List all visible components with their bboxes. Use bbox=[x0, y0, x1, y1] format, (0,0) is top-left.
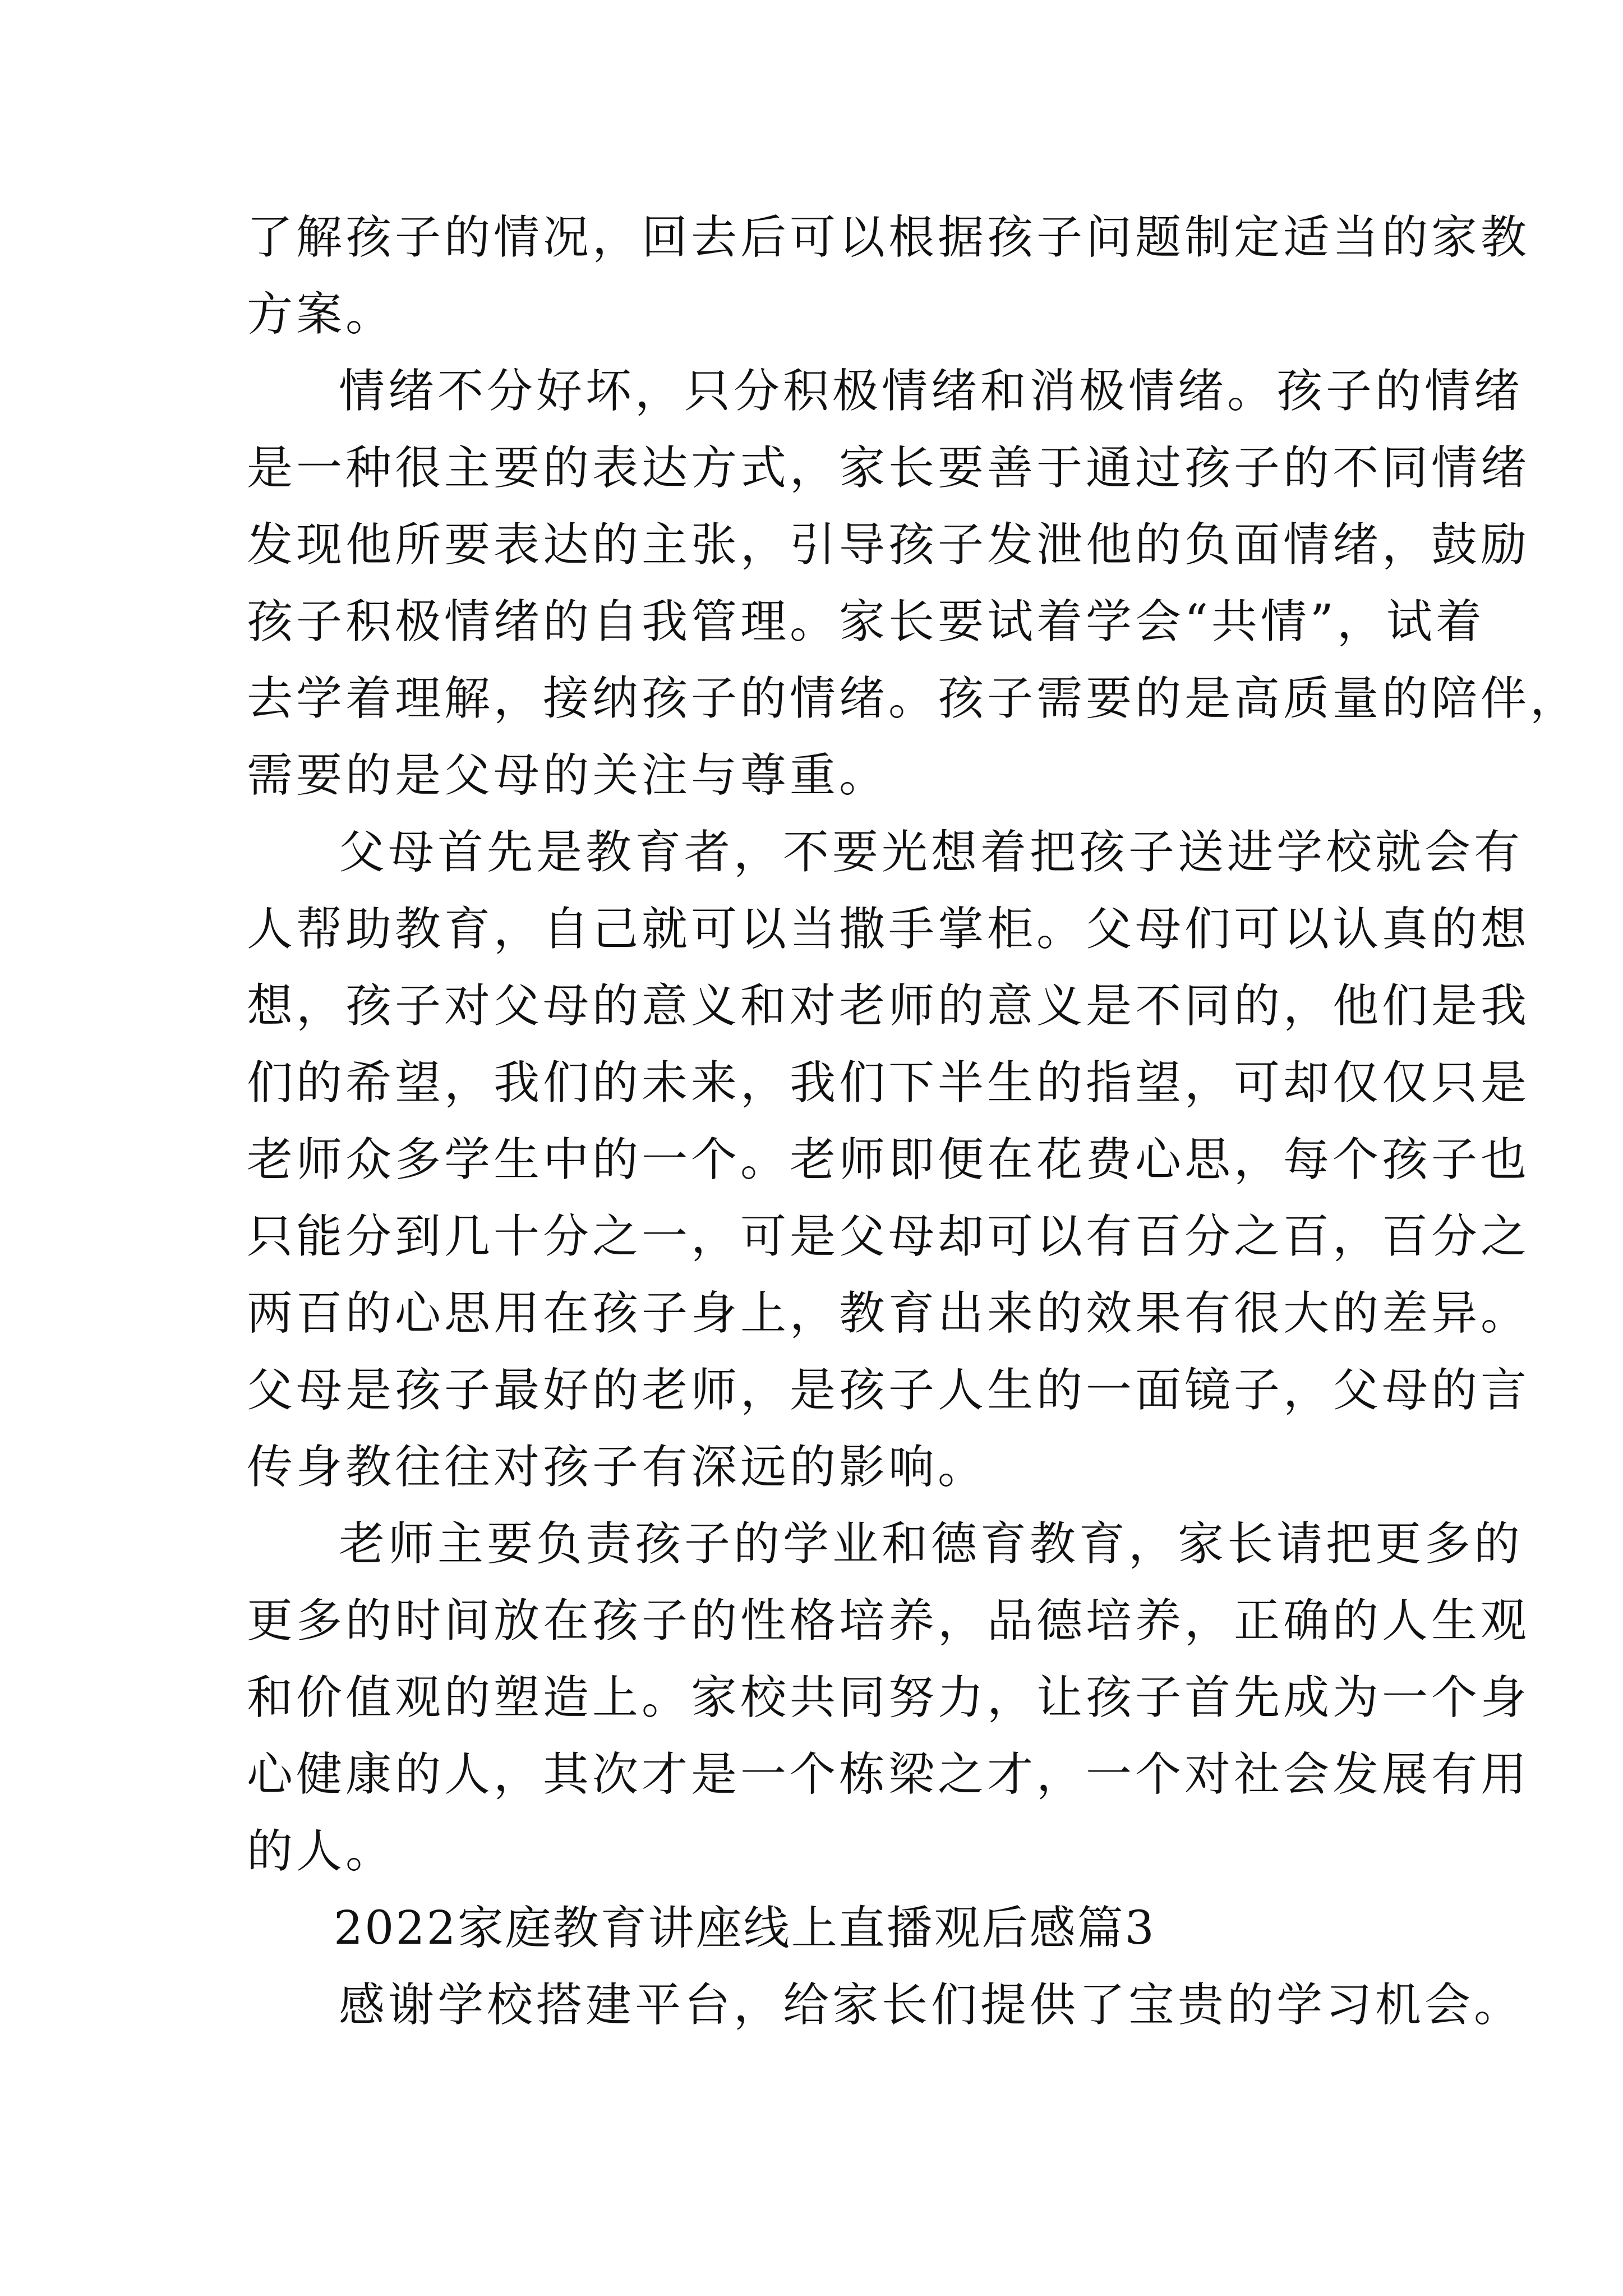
text-line: 父母是孩子最好的老师，是孩子人生的一面镜子，父母的言 bbox=[247, 1364, 1530, 1417]
paragraph-teachers bbox=[247, 1506, 1530, 1890]
text-line: 孩子积极情绪的自我管理。家长要试着学会“共情”，试着 bbox=[247, 595, 1485, 648]
text-line: 方案。 bbox=[247, 288, 395, 341]
text-line: 去学着理解，接纳孩子的情绪。孩子需要的是高质量的陪伴， bbox=[247, 672, 1580, 725]
text-line: 心健康的人，其次才是一个栋梁之才，一个对社会发展有用 bbox=[247, 1748, 1530, 1801]
text-line: 感谢学校搭建平台，给家长们提供了宝贵的学习机会。 bbox=[339, 1978, 1524, 2032]
text-line: 父母首先是教育者，不要光想着把孩子送进学校就会有 bbox=[339, 826, 1524, 879]
text-line: 和价值观的塑造上。家校共同努力，让孩子首先成为一个身 bbox=[247, 1671, 1530, 1724]
text-line: 们的希望，我们的未来，我们下半生的指望，可却仅仅只是 bbox=[247, 1056, 1530, 1110]
section-heading: 2022家庭教育讲座线上直播观后感篇3 bbox=[334, 1902, 1156, 1955]
paragraph-continued bbox=[247, 199, 1530, 353]
text-line: 老师众多学生中的一个。老师即便在花费心思，每个孩子也 bbox=[247, 1133, 1530, 1186]
text-line: 两百的心思用在孩子身上，教育出来的效果有很大的差异。 bbox=[247, 1287, 1530, 1340]
text-line: 老师主要负责孩子的学业和德育教育，家长请把更多的 bbox=[339, 1517, 1524, 1571]
text-line: 情绪不分好坏，只分积极情绪和消极情绪。孩子的情绪 bbox=[339, 365, 1524, 418]
text-line: 只能分到几十分之一，可是父母却可以有百分之百，百分之 bbox=[247, 1210, 1530, 1263]
text-line: 是一种很主要的表达方式，家长要善于通过孩子的不同情绪 bbox=[247, 441, 1530, 495]
paragraph-parents-educators bbox=[247, 814, 1530, 1506]
text-line: 了解孩子的情况，回去后可以根据孩子问题制定适当的家教 bbox=[247, 211, 1530, 264]
text-line: 想，孩子对父母的意义和对老师的意义是不同的，他们是我 bbox=[247, 979, 1530, 1033]
text-line: 人帮助教育，自己就可以当撒手掌柜。父母们可以认真的想 bbox=[247, 903, 1530, 956]
paragraph-thanks bbox=[247, 1967, 1524, 2044]
text-line: 传身教往往对孩子有深远的影响。 bbox=[247, 1441, 988, 1494]
document-body bbox=[247, 199, 1580, 2044]
text-line: 更多的时间放在孩子的性格培养，品德培养，正确的人生观 bbox=[247, 1594, 1530, 1648]
text-line: 的人。 bbox=[247, 1825, 395, 1878]
paragraph-emotions bbox=[247, 353, 1580, 814]
text-line: 需要的是父母的关注与尊重。 bbox=[247, 749, 889, 802]
text-line: 发现他所要表达的主张，引导孩子发泄他的负面情绪，鼓励 bbox=[247, 518, 1530, 572]
